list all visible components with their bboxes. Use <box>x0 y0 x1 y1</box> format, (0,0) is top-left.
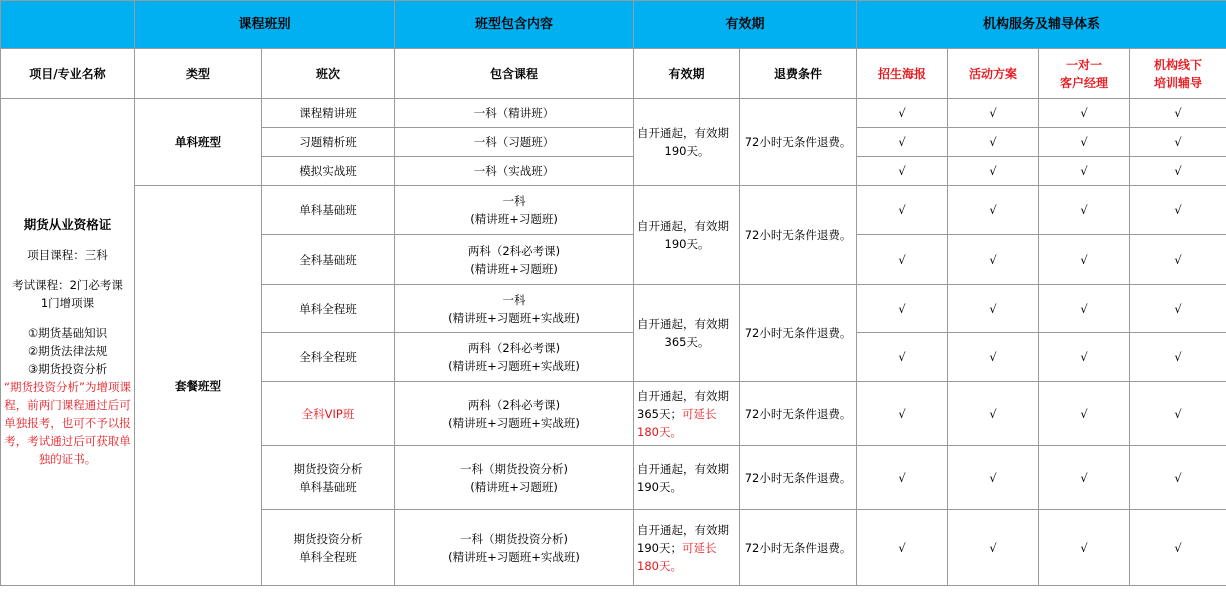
check-mark: √ <box>948 446 1039 510</box>
validity-line: 190天。 <box>664 144 710 158</box>
check-mark: √ <box>857 128 948 157</box>
validity-cell <box>634 99 740 186</box>
class-line2: 单科基础班 <box>299 479 357 494</box>
check-mark: √ <box>1130 157 1226 186</box>
validity-line <box>637 539 737 557</box>
project-subject-3: ③期货投资分析 <box>27 362 108 376</box>
class-name: 单科全程班 <box>262 285 395 333</box>
col-service-manager <box>1039 49 1130 99</box>
check-mark: √ <box>948 382 1039 446</box>
check-mark: √ <box>948 128 1039 157</box>
check-mark: √ <box>1039 235 1130 285</box>
header-service: 机构服务及辅导体系 <box>857 1 1226 49</box>
check-mark: √ <box>1130 99 1226 128</box>
check-mark: √ <box>1130 446 1226 510</box>
course-desc <box>395 446 634 510</box>
class-name: 全科基础班 <box>262 235 395 285</box>
header-course-content: 班型包含内容 <box>395 1 634 49</box>
col-class: 班次 <box>262 49 395 99</box>
course-line1: 两科（2科必考课) <box>467 341 561 355</box>
check-mark: √ <box>857 333 948 382</box>
validity-extension: 180天。 <box>637 558 682 573</box>
check-mark: √ <box>857 446 948 510</box>
validity-extension: 可延长 <box>681 406 717 421</box>
check-mark: √ <box>948 99 1039 128</box>
check-mark: √ <box>1039 157 1130 186</box>
col-refund: 退费条件 <box>740 49 857 99</box>
validity-extension: 180天。 <box>637 424 682 439</box>
course-line2: (精讲班+习题班+实战班) <box>448 310 580 325</box>
refund-cell: 72小时无条件退费。 <box>740 510 857 586</box>
project-exam-line1: 考试课程：2门必考课 <box>12 278 123 292</box>
project-subject-2: ②期货法律法规 <box>27 344 108 358</box>
col-service-offline <box>1130 49 1226 99</box>
project-note: “期货投资分析”为增项课程，前两门课程通过后可单独报考，也可不予以报考，考试通过后可获取单独的证书。 <box>4 380 131 466</box>
course-line1: 两科（2科必考课) <box>467 243 561 258</box>
validity-extension: 可延长 <box>681 540 717 555</box>
course-line2: (精讲班+习题班+实战班) <box>448 415 580 430</box>
course-line2: (精讲班+习题班) <box>470 479 558 494</box>
validity-line: 自开通起，有效期 <box>637 388 730 403</box>
refund-cell: 72小时无条件退费。 <box>740 446 857 510</box>
course-line2: (精讲班+习题班) <box>470 261 558 276</box>
header-validity: 有效期 <box>634 1 857 49</box>
course-line1: 一科（期货投资分析) <box>460 461 569 476</box>
col-type: 类型 <box>135 49 262 99</box>
check-mark: √ <box>857 99 948 128</box>
course-desc <box>395 235 634 285</box>
class-name: 课程精讲班 <box>262 99 395 128</box>
refund-cell: 72小时无条件退费。 <box>740 99 857 186</box>
class-name: 全科全程班 <box>262 333 395 382</box>
refund-cell: 72小时无条件退费。 <box>740 285 857 382</box>
service-manager-line2: 客户经理 <box>1060 75 1109 90</box>
column-header-row <box>1 49 1226 99</box>
project-cell <box>1 99 135 586</box>
check-mark: √ <box>948 157 1039 186</box>
check-mark: √ <box>1039 510 1130 586</box>
course-line1: 一科 <box>502 292 526 307</box>
check-mark: √ <box>1039 186 1130 235</box>
service-offline-line2: 培训辅导 <box>1154 75 1203 90</box>
class-name <box>262 446 395 510</box>
table-row <box>1 186 1226 235</box>
group-header-row <box>1 1 1226 49</box>
validity-cell <box>634 382 740 446</box>
course-desc <box>395 333 634 382</box>
check-mark: √ <box>857 186 948 235</box>
refund-cell: 72小时无条件退费。 <box>740 186 857 285</box>
check-mark: √ <box>1039 382 1130 446</box>
course-desc: 一科（习题班） <box>395 128 634 157</box>
check-mark: √ <box>1130 285 1226 333</box>
course-line2: (精讲班+习题班) <box>470 212 558 226</box>
header-blank <box>1 1 135 49</box>
check-mark: √ <box>948 235 1039 285</box>
col-project: 项目/专业名称 <box>1 49 135 99</box>
check-mark: √ <box>1130 510 1226 586</box>
course-desc: 一科（精讲班） <box>395 99 634 128</box>
service-manager-line1: 一对一 <box>1066 57 1103 72</box>
validity-text: 190天； <box>637 540 682 555</box>
check-mark: √ <box>1039 285 1130 333</box>
class-name <box>262 510 395 586</box>
check-mark: √ <box>948 186 1039 235</box>
check-mark: √ <box>1039 333 1130 382</box>
header-course-class: 课程班别 <box>135 1 395 49</box>
type-package: 套餐班型 <box>135 186 262 586</box>
service-offline-line1: 机构线下 <box>1154 57 1203 72</box>
validity-cell <box>634 510 740 586</box>
validity-line: 自开通起，有效期 <box>637 461 730 476</box>
col-service-poster: 招生海报 <box>857 49 948 99</box>
validity-text: 365天； <box>637 406 682 421</box>
course-line2: (精讲班+习题班+实战班) <box>448 549 580 564</box>
validity-line: 自开通起，有效期 <box>637 219 730 233</box>
check-mark: √ <box>1130 382 1226 446</box>
col-validity: 有效期 <box>634 49 740 99</box>
course-desc: 一科（实战班） <box>395 157 634 186</box>
validity-cell <box>634 285 740 382</box>
validity-line: 190天。 <box>664 237 710 251</box>
check-mark: √ <box>1130 235 1226 285</box>
check-mark: √ <box>1039 99 1130 128</box>
check-mark: √ <box>948 333 1039 382</box>
check-mark: √ <box>857 510 948 586</box>
type-single: 单科班型 <box>135 99 262 186</box>
course-desc <box>395 510 634 586</box>
validity-line: 自开通起，有效期 <box>637 126 730 140</box>
check-mark: √ <box>1130 128 1226 157</box>
validity-line: 365天。 <box>664 335 710 349</box>
col-service-campaign: 活动方案 <box>948 49 1039 99</box>
project-title: 期货从业资格证 <box>23 217 112 232</box>
course-line1: 一科（期货投资分析) <box>460 531 569 546</box>
course-desc <box>395 382 634 446</box>
project-exam-line2: 1门增项课 <box>40 296 95 310</box>
class-name: 全科VIP班 <box>262 382 395 446</box>
col-course: 包含课程 <box>395 49 634 99</box>
class-line2: 单科全程班 <box>299 549 357 564</box>
refund-cell: 72小时无条件退费。 <box>740 382 857 446</box>
check-mark: √ <box>1039 446 1130 510</box>
course-desc <box>395 186 634 235</box>
course-line1: 一科 <box>502 194 526 208</box>
check-mark: √ <box>948 285 1039 333</box>
check-mark: √ <box>857 382 948 446</box>
check-mark: √ <box>948 510 1039 586</box>
validity-line: 自开通起，有效期 <box>637 522 730 537</box>
table-row <box>1 99 1226 128</box>
check-mark: √ <box>1039 128 1130 157</box>
class-name: 单科基础班 <box>262 186 395 235</box>
check-mark: √ <box>857 235 948 285</box>
course-line1: 两科（2科必考课) <box>467 397 561 412</box>
class-line1: 期货投资分析 <box>293 531 363 546</box>
check-mark: √ <box>857 157 948 186</box>
validity-line: 190天。 <box>637 479 682 494</box>
validity-line <box>637 405 737 423</box>
class-line1: 期货投资分析 <box>293 461 363 476</box>
project-subject-1: ①期货基础知识 <box>27 326 108 340</box>
course-desc <box>395 285 634 333</box>
class-name: 模拟实战班 <box>262 157 395 186</box>
validity-cell <box>634 446 740 510</box>
course-line2: (精讲班+习题班+实战班) <box>448 359 580 373</box>
project-courses: 项目课程：三科 <box>27 248 108 262</box>
validity-line: 自开通起，有效期 <box>637 317 730 331</box>
validity-cell <box>634 186 740 285</box>
check-mark: √ <box>1130 186 1226 235</box>
check-mark: √ <box>1130 333 1226 382</box>
class-name: 习题精析班 <box>262 128 395 157</box>
check-mark: √ <box>857 285 948 333</box>
